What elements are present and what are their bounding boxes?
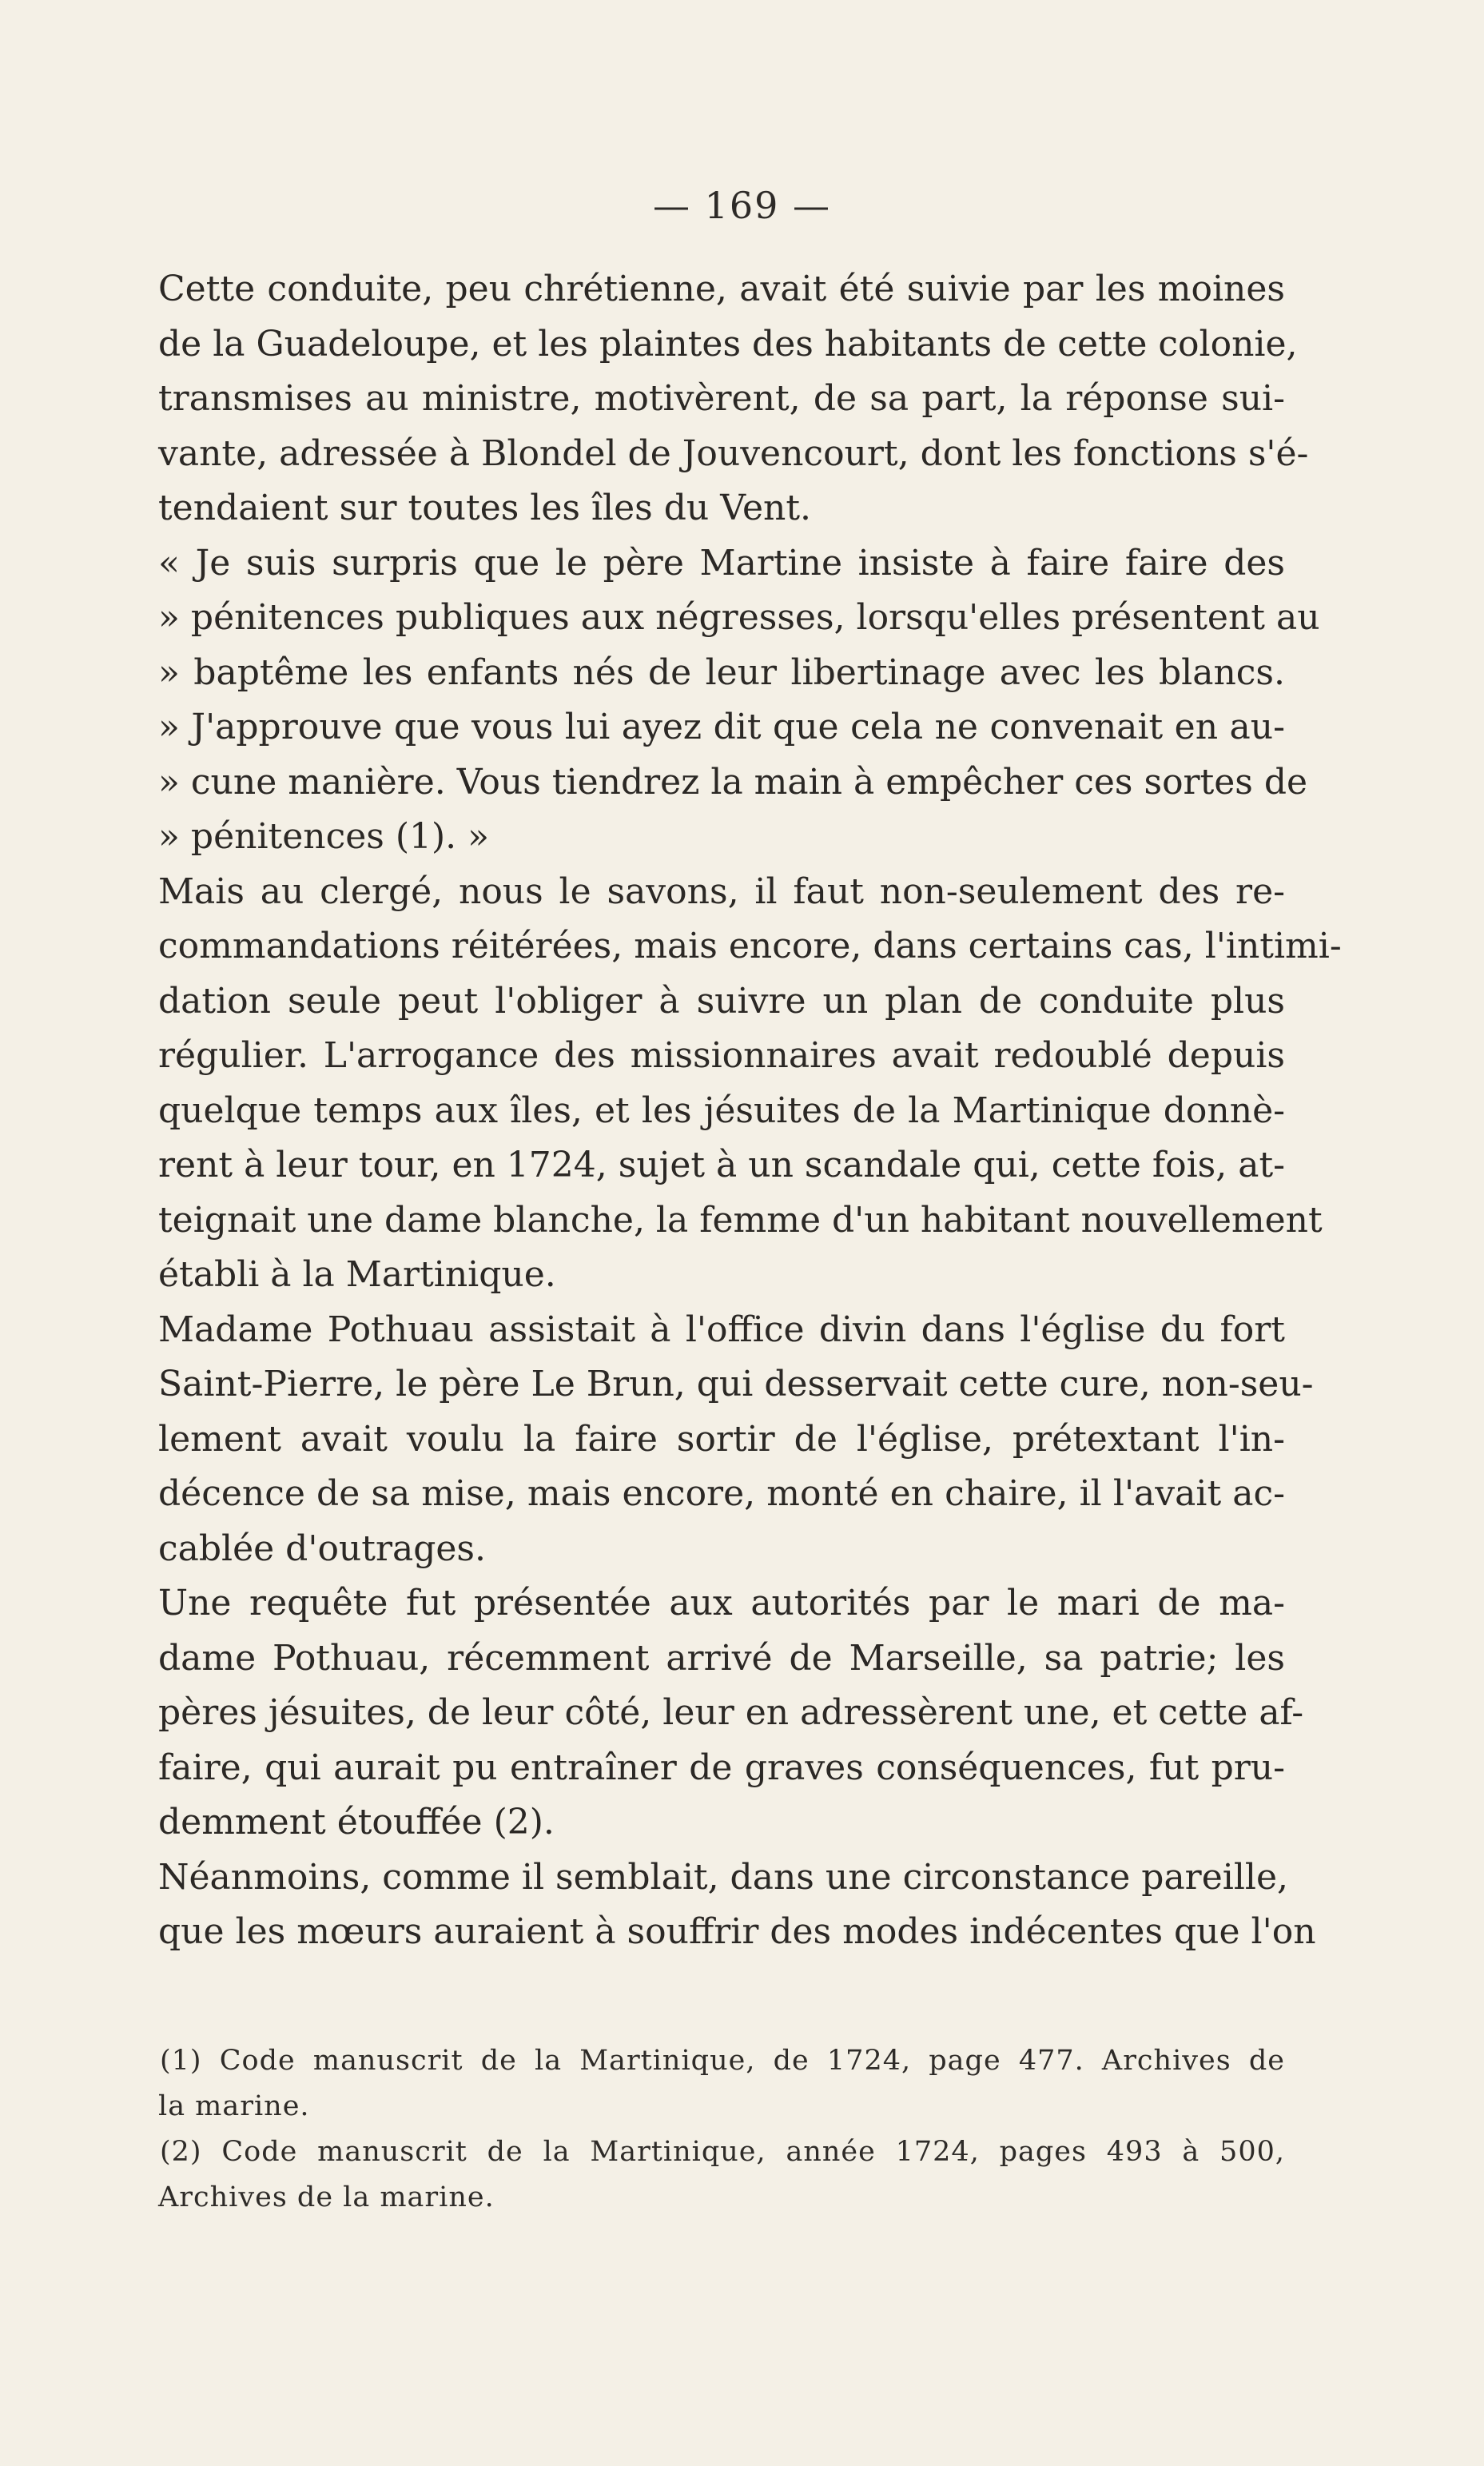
text-line: » baptême les enfants nés de leur libertinage avec les blancs. — [158, 651, 1285, 693]
text-line: Une requête fut présentée aux autorités par le mari de ma- — [158, 1583, 1285, 1623]
text-line: régulier. L'arrogance des missionnaires avait redoublé depuis — [158, 1035, 1285, 1076]
text-line: Mais au clergé, nous le savons, il faut non-seulement des re- — [158, 870, 1285, 912]
page-number: — 169 — — [652, 184, 832, 227]
text-line: » J'approuve que vous lui ayez dit que cela ne convenait en au- — [158, 707, 1285, 747]
text-line: dation seule peut l'obliger à suivre un plan de conduite plus — [158, 980, 1285, 1022]
text-line: établi à la Martinique. — [158, 1254, 556, 1295]
text-line: cablée d'outrages. — [158, 1528, 486, 1569]
text-line: commandations réitérées, mais encore, dans certains cas, l'intimi- — [158, 926, 1342, 966]
text-line: teignait une dame blanche, la femme d'un habitant nouvellement — [158, 1199, 1323, 1241]
footnote-line: Archives de la marine. — [158, 2181, 495, 2213]
text-line: vante, adressée à Blondel de Jouvencourt, dont les fonctions s'é- — [158, 432, 1309, 474]
text-line: lement avait voulu la faire sortir de l'église, prétextant l'in- — [158, 1418, 1285, 1460]
text-line: que les mœurs auraient à souffrir des modes indécentes que l'on — [158, 1911, 1316, 1952]
text-line: rent à leur tour, en 1724, sujet à un scandale qui, cette fois, at- — [158, 1145, 1285, 1185]
footnote-line: (2) Code manuscrit de la Martinique, année 1724, pages 493 à 500, — [160, 2136, 1285, 2168]
text-line: Néanmoins, comme il semblait, dans une circonstance pareille, — [158, 1856, 1288, 1898]
text-line: dame Pothuau, récemment arrivé de Marseille, sa patrie; les — [158, 1637, 1285, 1679]
footnote-line: la marine. — [158, 2090, 310, 2122]
text-line: faire, qui aurait pu entraîner de graves conséquences, fut pru- — [158, 1747, 1285, 1788]
text-line: demment étouffée (2). — [158, 1802, 555, 1843]
text-line: » pénitences (1). » — [158, 816, 490, 857]
text-line: pères jésuites, de leur côté, leur en adressèrent une, et cette af- — [158, 1692, 1304, 1733]
text-line: « Je suis surpris que le père Martine insiste à faire faire des — [158, 542, 1285, 584]
footnotes — [158, 2038, 1285, 2221]
text-line: de la Guadeloupe, et les plaintes des habitants de cette colonie, — [158, 323, 1298, 365]
text-line: » pénitences publiques aux négresses, lorsqu'elles présentent au — [158, 597, 1320, 638]
footnote-line: (1) Code manuscrit de la Martinique, de 1724, page 477. Archives de — [160, 2045, 1285, 2077]
text-line: décence de sa mise, mais encore, monté en chaire, il l'avait ac- — [158, 1473, 1285, 1514]
body-text — [158, 262, 1342, 1960]
text-line: quelque temps aux îles, et les jésuites de la Martinique donnè- — [158, 1090, 1285, 1131]
text-line: Saint-Pierre, le père Le Brun, qui desservait cette cure, non-seu- — [158, 1364, 1314, 1404]
text-line: Madame Pothuau assistait à l'office divin dans l'église du fort — [158, 1309, 1285, 1350]
text-line: Cette conduite, peu chrétienne, avait été suivie par les moines — [158, 269, 1285, 309]
text-line: tendaient sur toutes les îles du Vent. — [158, 488, 812, 528]
text-line: transmises au ministre, motivèrent, de sa part, la réponse sui- — [158, 378, 1285, 419]
text-line: » cune manière. Vous tiendrez la main à empêcher ces sortes de — [158, 761, 1308, 803]
